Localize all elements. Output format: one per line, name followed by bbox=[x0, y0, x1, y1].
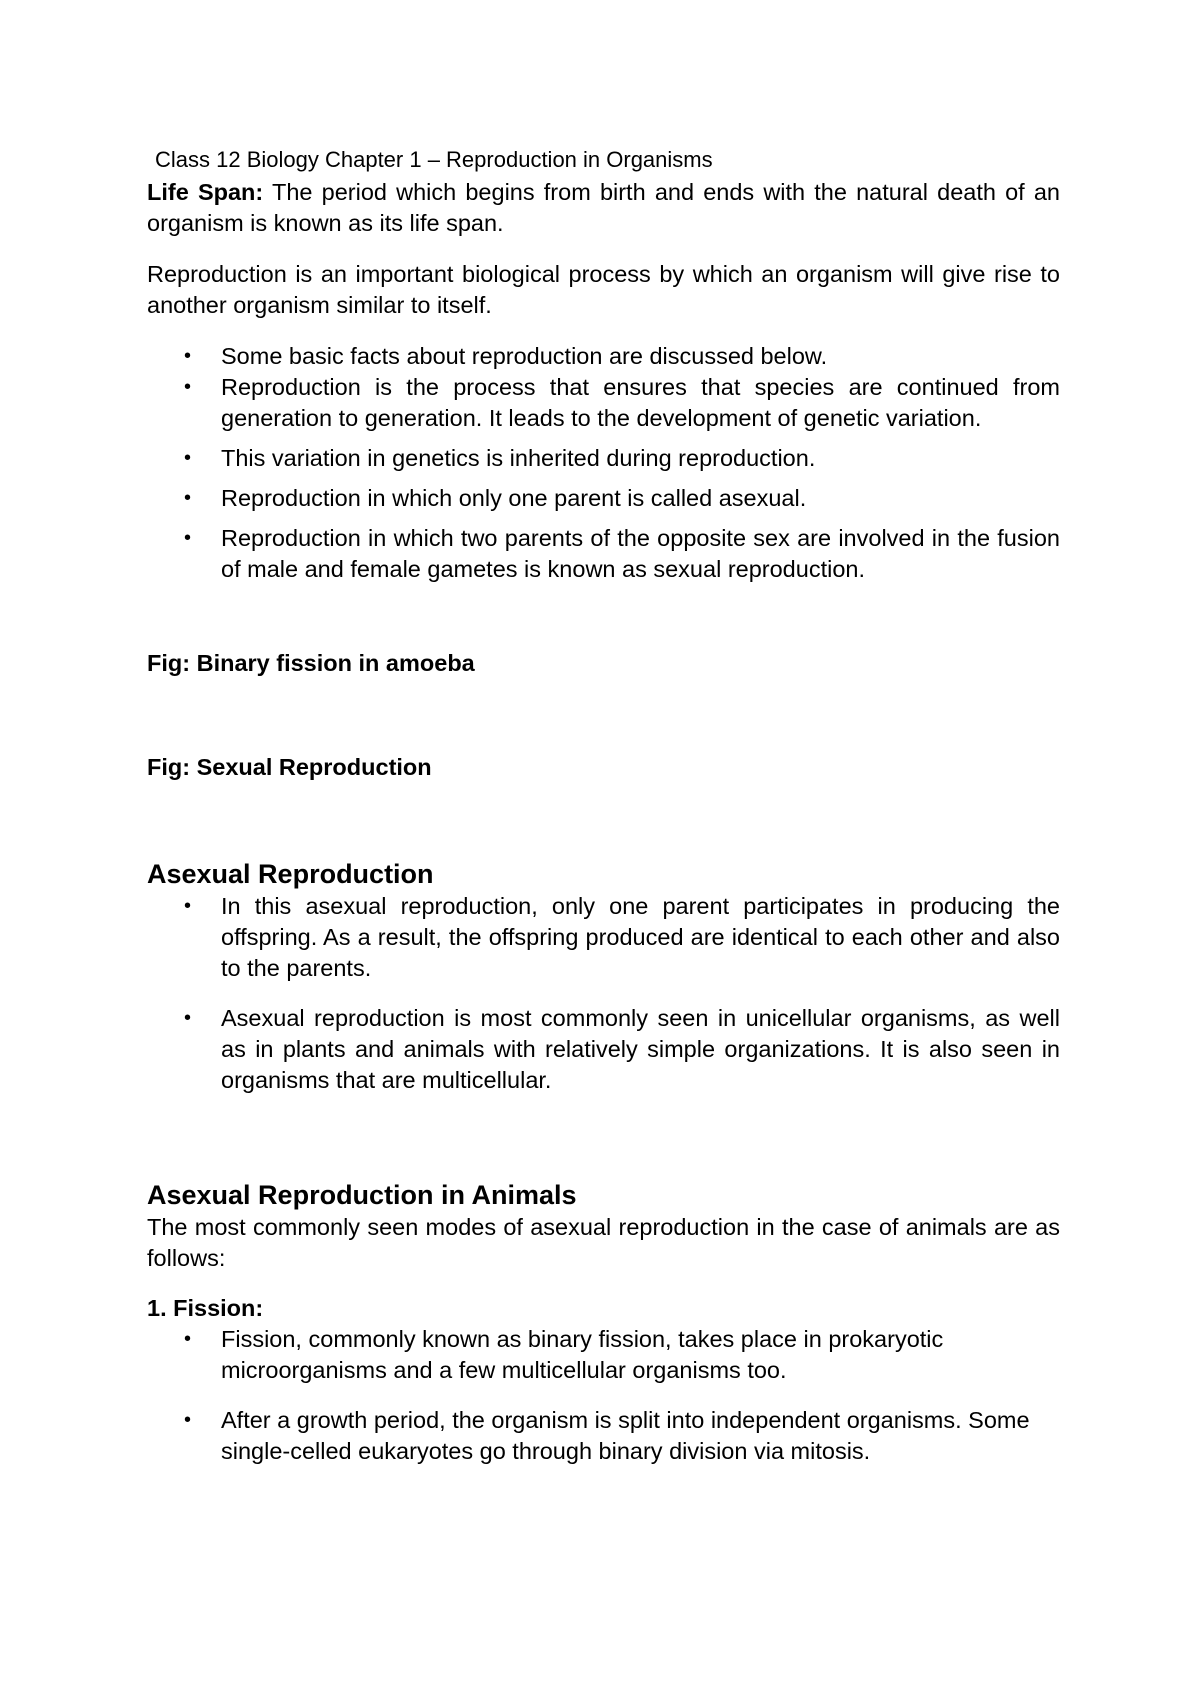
bullet-icon: • bbox=[184, 487, 192, 509]
fission-heading: 1. Fission: bbox=[147, 1295, 264, 1321]
reproduction-paragraph: Reproduction is an important biological process by which an organism will give rise to another organism similar to itself. bbox=[147, 261, 1060, 318]
bullet-icon: • bbox=[184, 1409, 192, 1431]
list-item: • This variation in genetics is inherited during reproduction. bbox=[147, 443, 1060, 474]
list-item: • Reproduction in which two parents of the opposite sex are involved in the fusion of male and female gametes is known as sexual reproduction. bbox=[184, 525, 1060, 582]
list-item: • Reproduction in which only one parent is called asexual. bbox=[147, 483, 1060, 514]
document-page bbox=[147, 145, 1060, 1467]
list-item: • Some basic facts about reproduction are discussed below. bbox=[147, 341, 1060, 372]
figure-caption-binary-fission: Fig: Binary fission in amoeba bbox=[147, 650, 475, 676]
life-span-term: Life Span: bbox=[147, 179, 264, 205]
list-item: • Asexual reproduction is most commonly seen in unicellular organisms, as well as in plants and animals with relatively simple organizations. It is also seen in organisms that are multicellular. bbox=[184, 1005, 1060, 1093]
list-item: • Fission, commonly known as binary fission, takes place in prokaryotic microorganisms and a few multicellular organisms too. bbox=[184, 1326, 944, 1383]
facts-list bbox=[147, 341, 1060, 585]
list-item: • Reproduction is the process that ensures that species are continued from generation to generation. It leads to the development of genetic variation. bbox=[184, 374, 1060, 431]
life-span-definition: The period which begins from birth and ends with the natural death of an organism is known as its life span. bbox=[147, 179, 1061, 236]
bullet-icon: • bbox=[184, 1328, 192, 1350]
bullet-icon: • bbox=[184, 1007, 192, 1029]
list-item: • After a growth period, the organism is split into independent organisms. Some single-celled eukaryotes go through binary division via mitosis. bbox=[184, 1407, 1030, 1464]
animals-intro-paragraph: The most commonly seen modes of asexual reproduction in the case of animals are as follows: bbox=[147, 1214, 1060, 1271]
bullet-icon: • bbox=[184, 527, 192, 549]
document-title: Class 12 Biology Chapter 1 – Reproduction in Organisms bbox=[155, 147, 713, 172]
bullet-icon: • bbox=[184, 895, 192, 917]
bullet-icon: • bbox=[184, 345, 192, 367]
section-heading-animals: Asexual Reproduction in Animals bbox=[147, 1180, 577, 1210]
fission-list bbox=[147, 1324, 1060, 1467]
figure-caption-sexual-reproduction: Fig: Sexual Reproduction bbox=[147, 754, 432, 780]
bullet-icon: • bbox=[184, 447, 192, 469]
bullet-icon: • bbox=[184, 376, 192, 398]
asexual-list bbox=[147, 891, 1060, 1096]
list-item: • In this asexual reproduction, only one parent participates in producing the offspring. As a result, the offspring produced are identical to each other and also to the parents. bbox=[184, 893, 1060, 981]
life-span-paragraph bbox=[147, 177, 1060, 239]
section-heading-asexual: Asexual Reproduction bbox=[147, 859, 434, 889]
